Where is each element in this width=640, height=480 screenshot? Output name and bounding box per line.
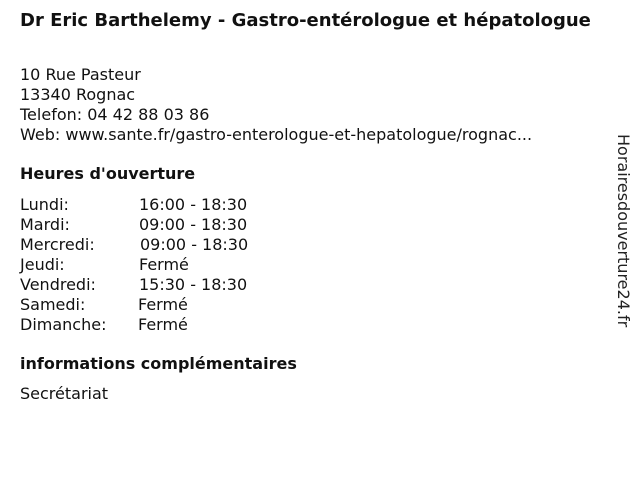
address-city: 13340 Rognac <box>20 85 136 104</box>
day-label: Samedi: <box>20 295 86 314</box>
additional-info-text: Secrétariat <box>20 384 109 403</box>
phone-number[interactable]: Telefon: 04 42 88 03 86 <box>20 105 210 124</box>
hours-value: 09:00 - 18:30 <box>140 235 249 254</box>
site-watermark: Horairesdouverture24.fr <box>614 134 633 328</box>
hours-value: 16:00 - 18:30 <box>139 195 248 214</box>
address-street: 10 Rue Pasteur <box>20 65 141 84</box>
day-label: Jeudi: <box>20 255 65 274</box>
hours-value: 15:30 - 18:30 <box>139 275 248 294</box>
day-label: Dimanche: <box>20 315 107 334</box>
day-label: Mercredi: <box>20 235 95 254</box>
hours-value: Fermé <box>139 255 189 274</box>
website-link[interactable]: Web: www.sante.fr/gastro-enterologue-et-hepatologue/rognac... <box>20 125 533 144</box>
day-label: Lundi: <box>20 195 69 214</box>
day-label: Mardi: <box>20 215 70 234</box>
day-label: Vendredi: <box>20 275 96 294</box>
opening-hours-heading: Heures d'ouverture <box>20 164 196 183</box>
hours-value: 09:00 - 18:30 <box>139 215 248 234</box>
contact-block <box>20 65 532 145</box>
page-title: Dr Eric Barthelemy - Gastro-entérologue et hépatologue <box>20 10 591 31</box>
additional-info-heading: informations complémentaires <box>20 354 297 373</box>
hours-value: Fermé <box>138 315 188 334</box>
hours-value: Fermé <box>138 295 188 314</box>
